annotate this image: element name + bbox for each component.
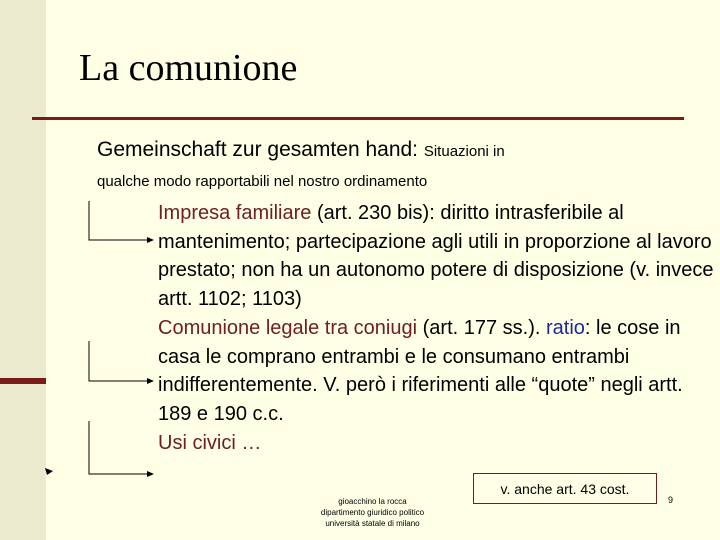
list-item — [158, 314, 718, 429]
list-item — [158, 199, 718, 314]
connector-arrowhead-2 — [147, 378, 154, 384]
item-list — [158, 199, 718, 457]
item-text: (art. 230 bis): diritto intrasferibile al mantenimento; partecipazione agli utili in proporzione al lavoro prestato; non ha un autonomo potere di disposizione (v. invece artt. 1102; 1103) — [158, 202, 714, 311]
heading-small-second: qualche modo rapportabili nel nostro ordinamento — [97, 173, 428, 190]
item-term: Impresa familiare — [158, 202, 312, 224]
back-arrow-icon[interactable] — [44, 466, 56, 476]
list-item — [158, 429, 718, 458]
item-text-before: (art. 177 ss.). — [417, 316, 546, 339]
heading-main: Gemeinschaft zur gesamten hand: — [97, 138, 424, 161]
connector-arrow-1 — [89, 201, 147, 240]
connector-arrow-2 — [89, 341, 147, 381]
footer-line: università statale di milano — [325, 519, 420, 528]
ratio-term: ratio — [546, 316, 585, 339]
footer-line: gioacchino la rocca — [338, 497, 407, 506]
item-text-after: : le cose in casa le comprano entrambi e le consumano entrambi indifferentemente. V. però i riferimenti alle “quote” negli artt. 189 e 190 c.c. — [158, 316, 683, 425]
connector-arrowhead-1 — [147, 237, 154, 243]
item-term: Comunione legale tra coniugi — [158, 316, 418, 339]
footer-credit — [300, 496, 445, 529]
heading-small-first: Situazioni in — [423, 143, 505, 160]
footer-line: dipartimento giuridico politico — [320, 508, 425, 517]
item-term: Usi civici — [158, 431, 236, 454]
item-text: … — [235, 431, 262, 454]
connector-arrowhead-3 — [147, 471, 154, 477]
slide-title: La comunione — [79, 47, 298, 89]
connector-arrow-3 — [89, 421, 147, 474]
page-number: 9 — [668, 495, 674, 505]
note-box: v. anche art. 43 cost. — [473, 473, 657, 504]
